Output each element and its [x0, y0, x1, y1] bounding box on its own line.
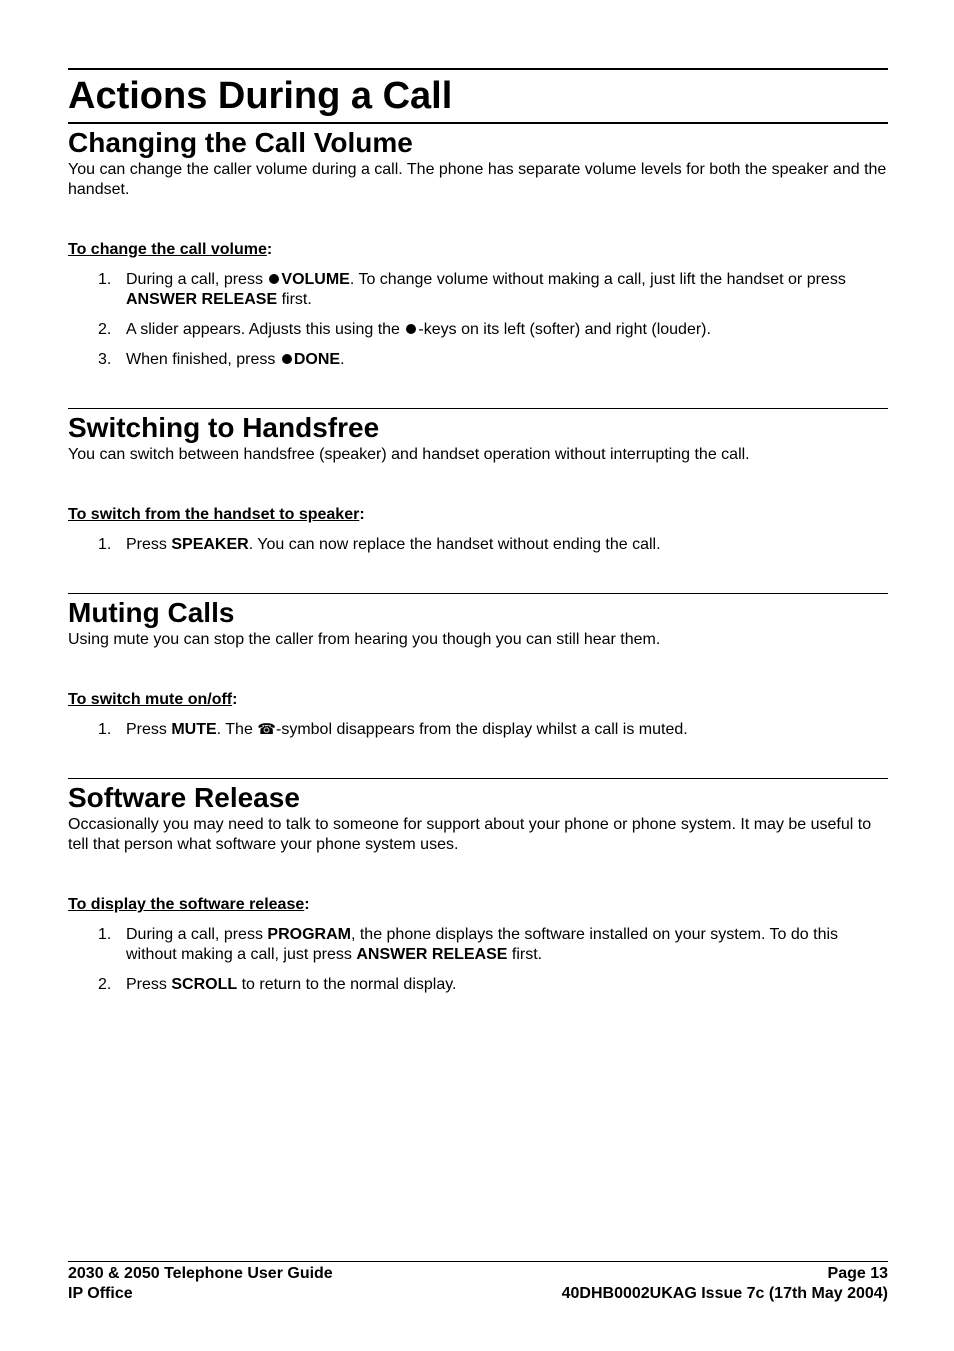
- filled-circle-icon: [269, 274, 279, 284]
- section-software-release: [68, 778, 888, 995]
- steps-list: [68, 925, 888, 995]
- section-call-volume: [68, 124, 888, 408]
- list-item: 1. During a call, press PROGRAM, the phone displays the software installed on your system. To do this without making a call, just press ANSWER RELEASE first.: [98, 926, 839, 963]
- list-item: 1. During a call, press VOLUME. To change volume without making a call, just lift the handset or press ANSWER RELEASE first.: [98, 271, 846, 308]
- footer-guide-title: 2030 & 2050 Telephone User Guide: [68, 1265, 333, 1282]
- list-item: 1. Press MUTE. The ☎-symbol disappears from the display whilst a call is muted.: [98, 721, 688, 738]
- section-handsfree: [68, 408, 888, 593]
- filled-circle-icon: [282, 354, 292, 364]
- section-intro: You can switch between handsfree (speaker) and handset operation without interrupting the call.: [68, 446, 750, 463]
- section-intro: Occasionally you may need to talk to someone for support about your phone or phone system. It may be useful to tell that person what software your phone system uses.: [68, 816, 872, 853]
- section-heading: Switching to Handsfree: [68, 412, 380, 443]
- procedure-heading: To switch from the handset to speaker:: [68, 506, 365, 523]
- list-item: 1. Press SPEAKER. You can now replace the handset without ending the call.: [98, 536, 661, 553]
- section-heading: Muting Calls: [68, 597, 235, 628]
- list-item: 2. Press SCROLL to return to the normal display.: [98, 976, 457, 993]
- page-title: Actions During a Call: [68, 70, 888, 124]
- footer-issue: 40DHB0002UKAG Issue 7c (17th May 2004): [561, 1285, 888, 1302]
- procedure-heading: To change the call volume:: [68, 241, 273, 258]
- steps-list: [68, 720, 888, 740]
- procedure-heading: To display the software release:: [68, 896, 310, 913]
- list-item: 3. When finished, press DONE.: [98, 351, 345, 368]
- filled-circle-icon: [406, 324, 416, 334]
- footer-page-number: Page 13: [827, 1265, 888, 1282]
- page-footer: [68, 1261, 888, 1304]
- phone-icon: ☎: [257, 721, 276, 738]
- list-item: 2. A slider appears. Adjusts this using the -keys on its left (softer) and right (louder).: [98, 321, 711, 338]
- section-intro: You can change the caller volume during a call. The phone has separate volume levels for both the speaker and the handset.: [68, 161, 887, 198]
- document-page: [68, 68, 888, 1005]
- section-heading: Changing the Call Volume: [68, 127, 413, 158]
- footer-product: IP Office: [68, 1285, 133, 1302]
- section-muting: [68, 593, 888, 778]
- steps-list: [68, 535, 888, 555]
- procedure-heading: To switch mute on/off:: [68, 691, 238, 708]
- steps-list: [68, 270, 888, 370]
- section-intro: Using mute you can stop the caller from hearing you though you can still hear them.: [68, 631, 661, 648]
- section-heading: Software Release: [68, 782, 300, 813]
